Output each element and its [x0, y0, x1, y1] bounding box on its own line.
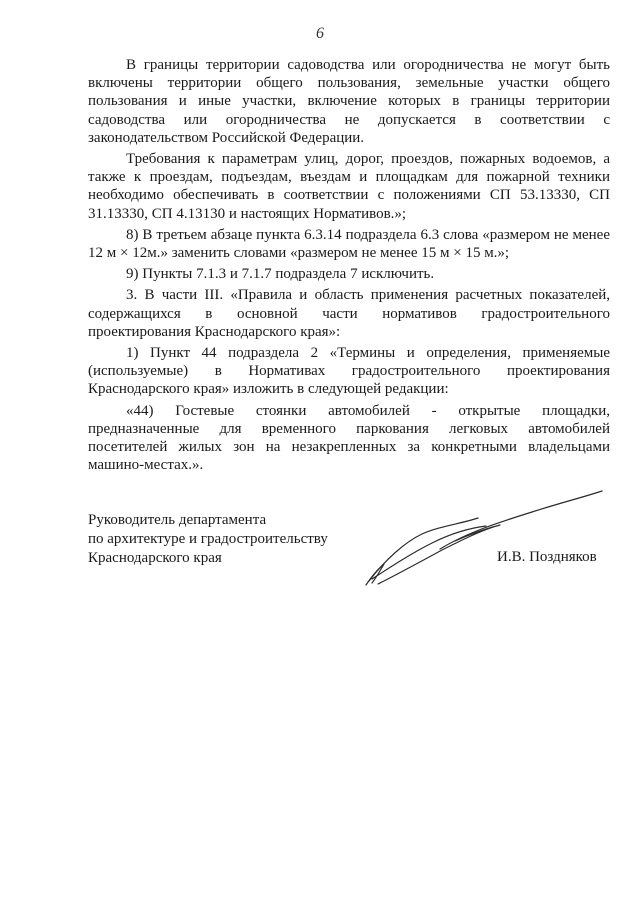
paragraph-territory-limits: В границы территории садоводства или огородничества не могут быть включены территории общего пользования, земельные участки общего пользования и иные участки, включение которых в границы территории садоводства или огородничества не допускается в соответствии с законодательством Российской Федерации. — [88, 57, 610, 146]
paragraph-guest-parking-definition: «44) Гостевые стоянки автомобилей - открытые площадки, предназначенные для временного паркования легковых автомобилей посетителей жилых зон на незакрепленных за конкретными владельцами машино-местах.». — [88, 402, 610, 474]
page-number: 6 — [316, 25, 324, 42]
signatory-position — [88, 511, 328, 568]
signatory-name: И.В. Поздняков — [497, 549, 597, 565]
signatory-position-line: Краснодарского края — [88, 550, 222, 566]
paragraph-fire-requirements: Требования к параметрам улиц, дорог, проездов, пожарных водоемов, а также к проездам, подъездам, въездам и площадкам для пожарной техники необходимо обеспечивать в соответствии с положениями СП 53.13330, СП 31.13330, СП 4.13130 и настоящих Нормативов.»; — [88, 151, 610, 222]
paragraph-point-44: 1) Пункт 44 подраздела 2 «Термины и определения, применяемые (используемые) в Нормативах градостроительного проектирования Краснодарского края» изложить в следующей редакции: — [88, 345, 610, 398]
paragraph-item-9: 9) Пункты 7.1.3 и 7.1.7 подраздела 7 исключить. — [126, 266, 435, 283]
signatory-position-line: по архитектуре и градостроительству — [88, 531, 328, 547]
document-body — [88, 56, 610, 474]
paragraph-part-3: 3. В части III. «Правила и область применения расчетных показателей, содержащихся в основной части нормативов градостроительного проектирования Краснодарского края»: — [88, 287, 610, 340]
paragraph-item-8: 8) В третьем абзаце пункта 6.3.14 подраздела 6.3 слова «размером не менее 12 м × 12м.» заменить словами «размером не менее 15 м × 15 м.»; — [88, 226, 610, 262]
signatory-position-line: Руководитель департамента — [88, 512, 267, 528]
